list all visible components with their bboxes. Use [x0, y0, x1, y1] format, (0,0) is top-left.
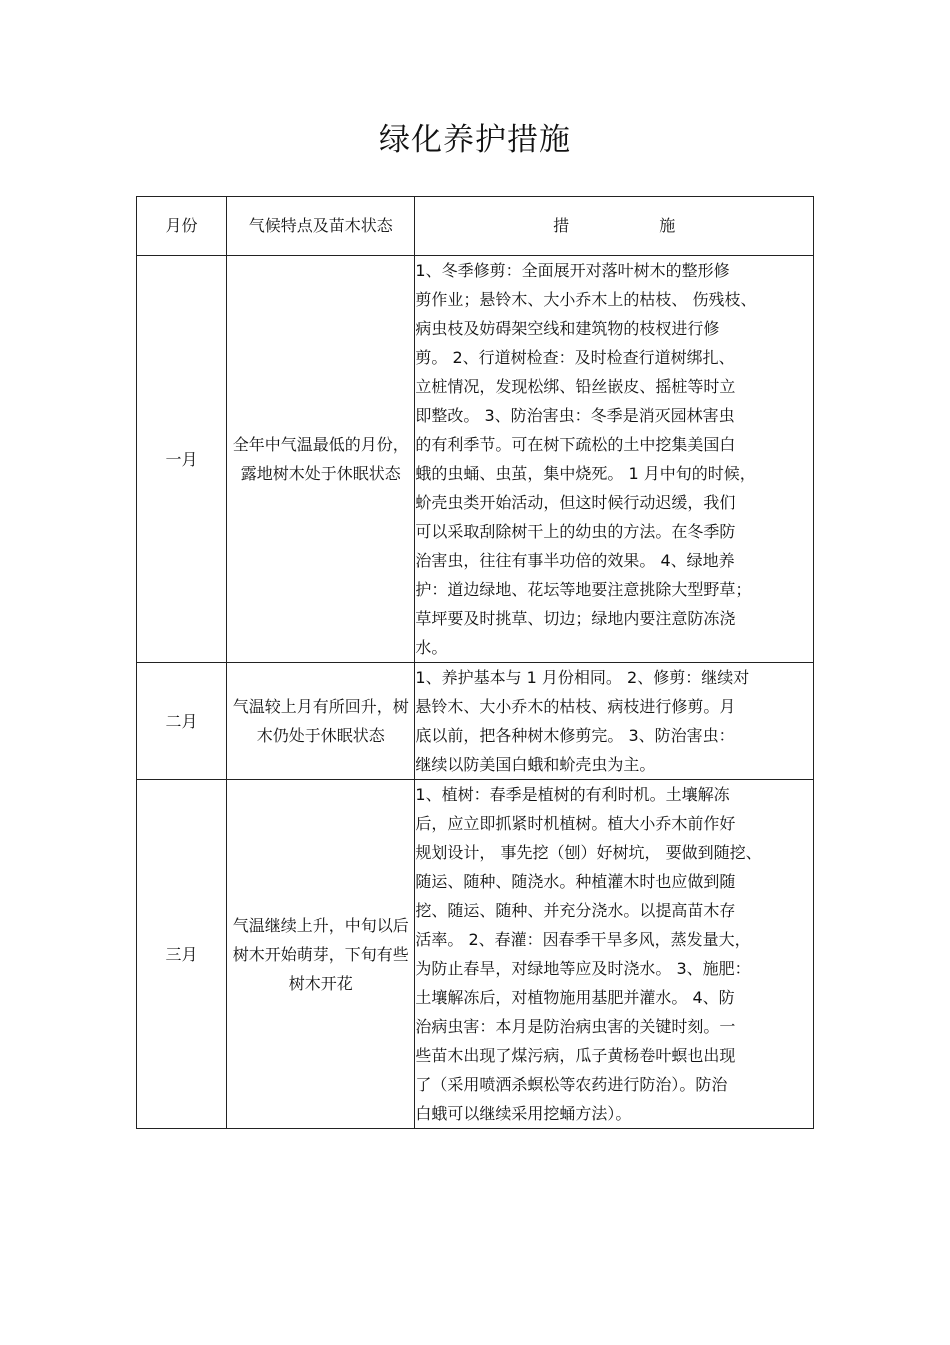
measures-cell: 1、养护基本与 1 月份相同。 2、修剪：继续对 悬铃木、大小乔木的枯枝、病枝进行修剪。月 底以前，把各种树木修剪完。 3、防治害虫： 继续以防美国白蛾和蚧壳虫为主。	[415, 663, 814, 780]
header-measures-left: 措	[553, 216, 570, 235]
climate-cell: 气温继续上升，中旬以后树木开始萌芽，下旬有些树木开花	[227, 780, 415, 1129]
climate-cell: 气温较上月有所回升，树木仍处于休眠状态	[227, 663, 415, 780]
month-cell: 二月	[137, 663, 227, 780]
table-row	[137, 663, 814, 780]
header-measures-right: 施	[659, 216, 676, 235]
header-month: 月份	[137, 197, 227, 256]
measures-cell: 1、植树：春季是植树的有利时机。土壤解冻 后，应立即抓紧时机植树。植大小乔木前作好 规划设计， 事先挖（刨）好树坑， 要做到随挖、 随运、随种、随浇水。种植灌木时也应做到随 挖、随运、随种、并充分浇水。以提高苗木存 活率。 2、春灌：因春季干旱多风，蒸发量大， 为防止春旱，对绿地等应及时浇水。 3、施肥： 土壤解冻后，对植物施用基肥并灌水。 4、防 治病虫害：本月是防治病虫害的关键时刻。一 些苗木出现了煤污病，瓜子黄杨卷叶螟也出现 了（采用喷洒杀螟松等农药进行防治）。防治 白蛾可以继续采用挖蛹方法）。	[415, 780, 814, 1129]
table-header-row	[137, 197, 814, 256]
month-cell: 一月	[137, 256, 227, 663]
page-title: 绿化养护措施	[379, 122, 571, 158]
table-row	[137, 780, 814, 1129]
care-measures-table	[136, 196, 814, 1129]
measures-cell: 1、冬季修剪：全面展开对落叶树木的整形修 剪作业；悬铃木、大小乔木上的枯枝、 伤残枝、 病虫枝及妨碍架空线和建筑物的枝杈进行修 剪。 2、行道树检查：及时检查行道树绑扎、 立桩情况，发现松绑、铅丝嵌皮、摇桩等时立 即整改。 3、防治害虫：冬季是消灭园林害虫 的有利季节。可在树下疏松的土中挖集美国白 蛾的虫蛹、虫茧，集中烧死。 1 月中旬的时候， 蚧壳虫类开始活动，但这时候行动迟缓，我们 可以采取刮除树干上的幼虫的方法。在冬季防 治害虫，往往有事半功倍的效果。 4、绿地养 护：道边绿地、花坛等地要注意挑除大型野草； 草坪要及时挑草、切边；绿地内要注意防冻浇 水。	[415, 256, 814, 663]
header-measures	[415, 197, 814, 256]
month-cell: 三月	[137, 780, 227, 1129]
header-climate: 气候特点及苗木状态	[227, 197, 415, 256]
table-row	[137, 256, 814, 663]
climate-cell: 全年中气温最低的月份，露地树木处于休眠状态	[227, 256, 415, 663]
